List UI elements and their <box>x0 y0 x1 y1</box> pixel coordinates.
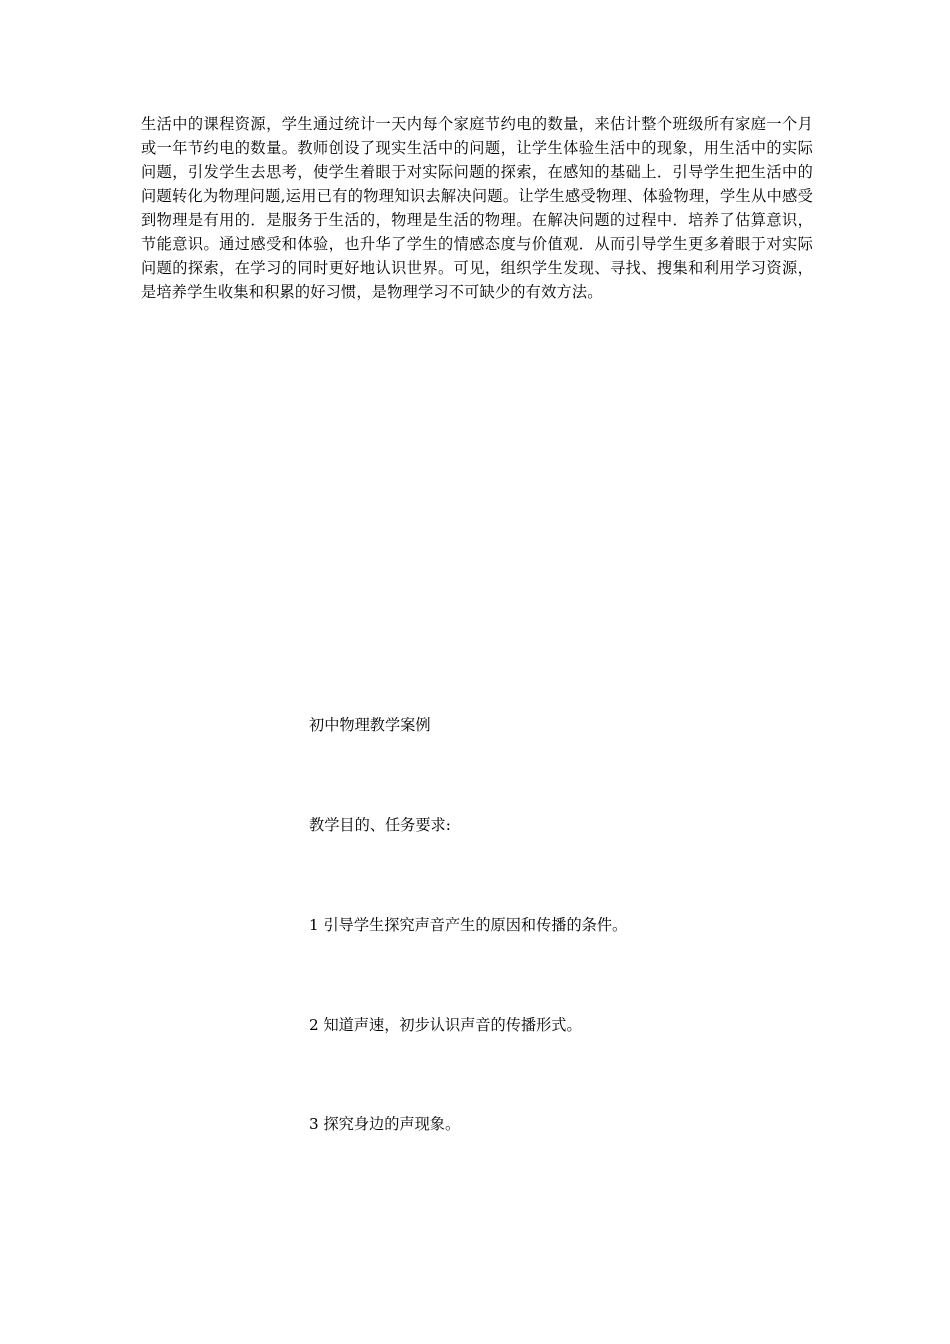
intro-paragraph: 生活中的课程资源，学生通过统计一天内每个家庭节约电的数量，来估计整个班级所有家庭一个月或一年节约电的数量。教师创设了现实生活中的问题，让学生体验生活中的现象，用生活中的实际问题，引发学生去思考，使学生着眼于对实际问题的探索，在感知的基础上．引导学生把生活中的问题转化为物理问题,运用已有的物理知识去解决问题。让学生感受物理、体验物理，学生从中感受到物理是有用的．是服务于生活的，物理是生活的物理。在解决问题的过程中．培养了估算意识，节能意识。通过感受和体验，也升华了学生的情感态度与价值观．从而引导学生更多着眼于对实际问题的探索，在学习的同时更好地认识世界。可见，组织学生发现、寻找、搜集和利用学习资源，是培养学生收集和积累的好习惯，是物理学习不可缺少的有效方法。 <box>141 115 813 301</box>
goal-item-2: 2 知道声速，初步认识声音的传播形式。 <box>309 1016 582 1034</box>
goal-item-3: 3 探究身边的声现象。 <box>309 1115 461 1133</box>
case-title: 初中物理教学案例 <box>309 716 431 734</box>
goals-heading: 教学目的、任务要求: <box>309 816 451 834</box>
goal-item-1: 1 引导学生探究声音产生的原因和传播的条件。 <box>309 916 628 934</box>
